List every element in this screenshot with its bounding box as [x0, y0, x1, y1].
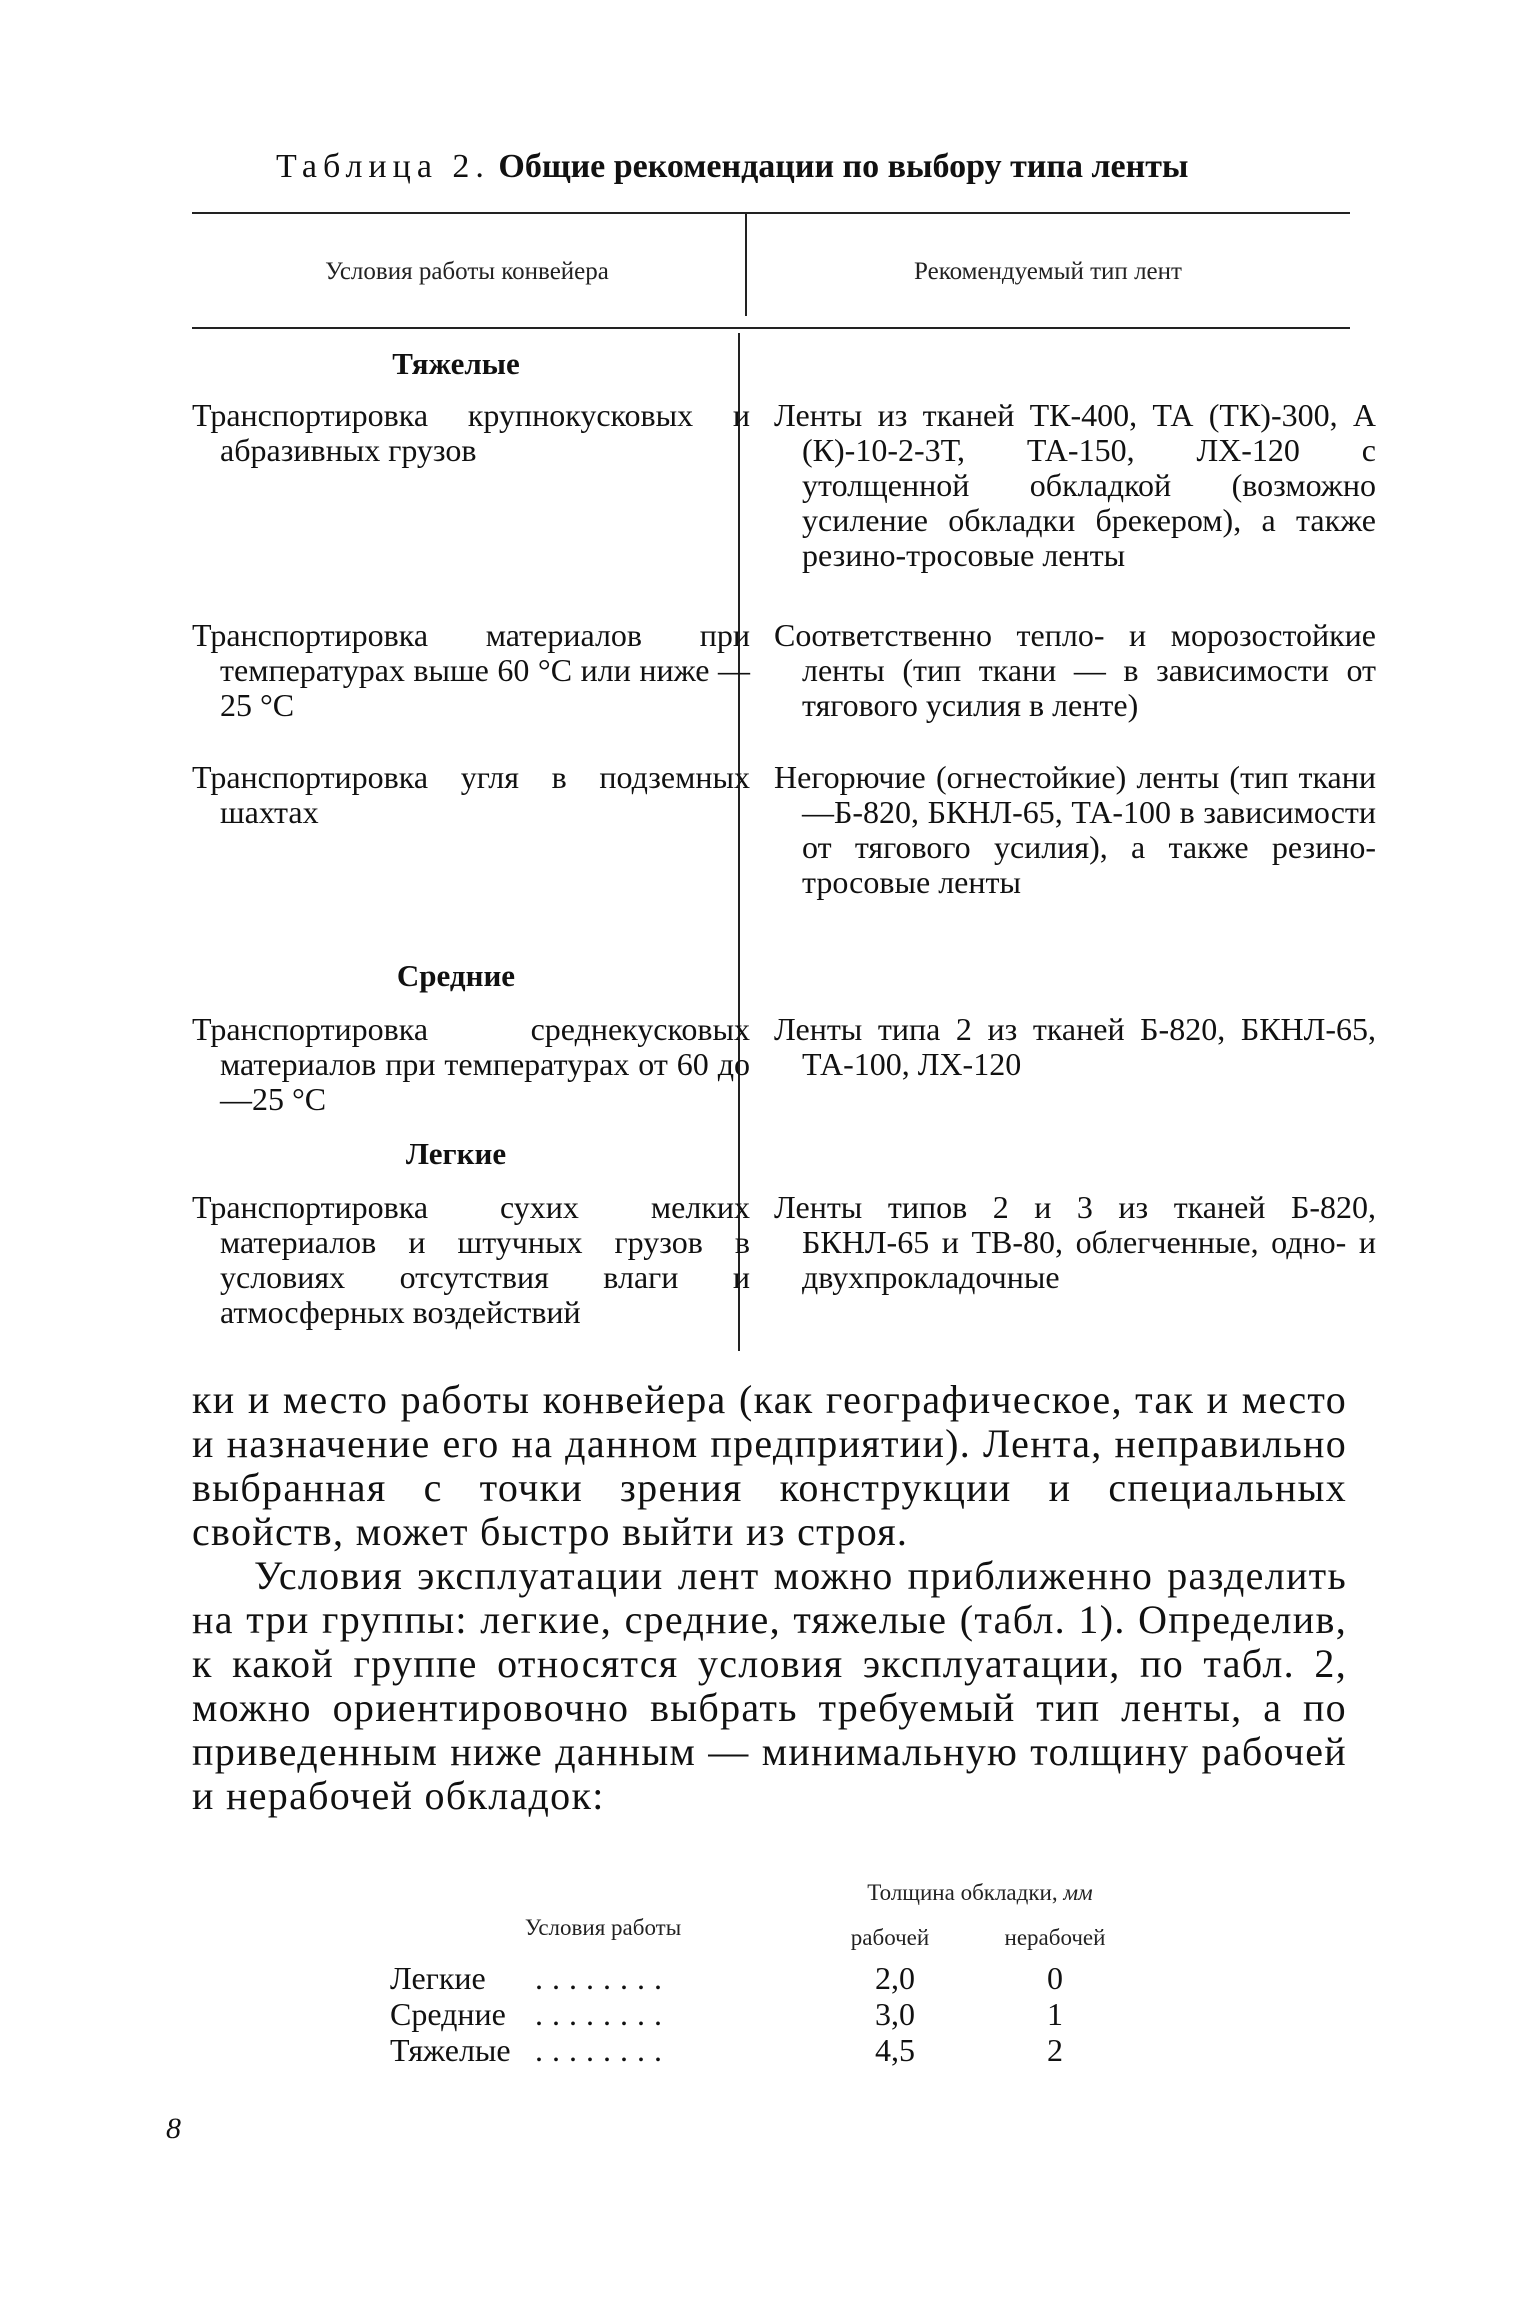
group-heading-light: Легкие — [405, 1136, 507, 1171]
thickness-nonworking-value: 1 — [1047, 1996, 1063, 2032]
thickness-nonworking-value: 2 — [1047, 2032, 1063, 2068]
table-cell-condition: Транспортировка угля в подземных шахтах — [192, 759, 750, 830]
leader-dots: ........ — [535, 2032, 671, 2068]
table-cell-condition: Транспортировка материалов при температурах выше 60 °С или ниже —25 °С — [192, 617, 750, 723]
thickness-working-value: 3,0 — [875, 1996, 915, 2032]
thickness-col-header — [800, 1880, 1160, 1906]
thickness-nonworking-value: 0 — [1047, 1960, 1063, 1996]
table-cell-recommendation: Негорючие (огнестойкие) ленты (тип ткани—Б-820, БКНЛ-65, ТА-100 в зависимости от тягового усилия), а также резино-тросовые ленты — [774, 759, 1376, 900]
table-header-rule — [192, 327, 1350, 329]
table-cell-recommendation: Ленты типов 2 и 3 из тканей Б-820, БКНЛ-65 и ТВ-80, облегченные, одно- и двухпрокладочные — [774, 1189, 1376, 1295]
thickness-col-nonworking: нерабочей — [1004, 1925, 1106, 1950]
table-header-divider — [745, 213, 747, 316]
paragraph: ки и место работы конвейера (как географическое, так и место и назначение его на данном предприятии). Лента, неправильно выбранная с точки зрения конструкции и специальных свойств, может быстро выйти из строя. — [192, 1377, 1347, 1554]
thickness-row-label: Тяжелые — [390, 2032, 511, 2068]
col-header-conditions: Условия работы конвейера — [325, 258, 609, 285]
leader-dots: ........ — [535, 1960, 671, 1996]
thickness-col-title: Толщина обкладки, — [867, 1880, 1058, 1905]
paragraph: Условия эксплуатации лент можно приближенно разделить на три группы: легкие, средние, тяжелые (табл. 1). Определив, к какой группе относятся условия эксплуатации, по табл. 2, можно ориентировочно выбрать требуемый тип ленты, а по приведенным ниже данным — минимальную толщину рабочей и нерабочей обкладок: — [192, 1553, 1347, 1818]
thickness-row-label: Легкие — [390, 1960, 486, 1996]
group-heading-heavy: Тяжелые — [392, 346, 520, 381]
thickness-col-conditions: Условия работы — [524, 1915, 682, 1940]
group-heading-medium: Средние — [396, 958, 516, 993]
table-cell-condition: Транспортировка крупнокусковых и абразивных грузов — [192, 397, 750, 468]
table-cell-recommendation: Ленты типа 2 из тканей Б-820, БКНЛ-65, ТА-100, ЛХ-120 — [774, 1011, 1376, 1082]
col-header-recommended: Рекомендуемый тип лент — [914, 258, 1182, 285]
thickness-working-value: 2,0 — [875, 1960, 915, 1996]
table-caption-title: Общие рекомендации по выбору типа ленты — [498, 148, 1189, 185]
table-caption — [276, 148, 1336, 186]
thickness-row-label: Средние — [390, 1996, 506, 2032]
table-cell-condition: Транспортировка среднекусковых материалов при температурах от 60 до —25 °С — [192, 1011, 750, 1117]
thickness-col-working: рабочей — [850, 1925, 930, 1950]
table-caption-prefix: Таблица 2. — [276, 148, 490, 185]
body-text — [192, 1378, 1347, 1818]
table-top-rule — [192, 212, 1350, 214]
page-number: 8 — [166, 2112, 181, 2145]
leader-dots: ........ — [535, 1996, 671, 2032]
table-cell-recommendation: Ленты из тканей ТК-400, ТА (ТК)-300, А (К)-10-2-3Т, ТА-150, ЛХ-120 с утолщенной обкладкой (возможно усиление обкладки брекером), а также резино-тросовые ленты — [774, 397, 1376, 573]
thickness-col-unit: мм — [1063, 1880, 1093, 1905]
thickness-working-value: 4,5 — [875, 2032, 915, 2068]
table-cell-condition: Транспортировка сухих мелких материалов и штучных грузов в условиях отсутствия влаги и атмосферных воздействий — [192, 1189, 750, 1330]
table-cell-recommendation: Соответственно тепло- и морозостойкие ленты (тип ткани — в зависимости от тягового усилия в ленте) — [774, 617, 1376, 723]
